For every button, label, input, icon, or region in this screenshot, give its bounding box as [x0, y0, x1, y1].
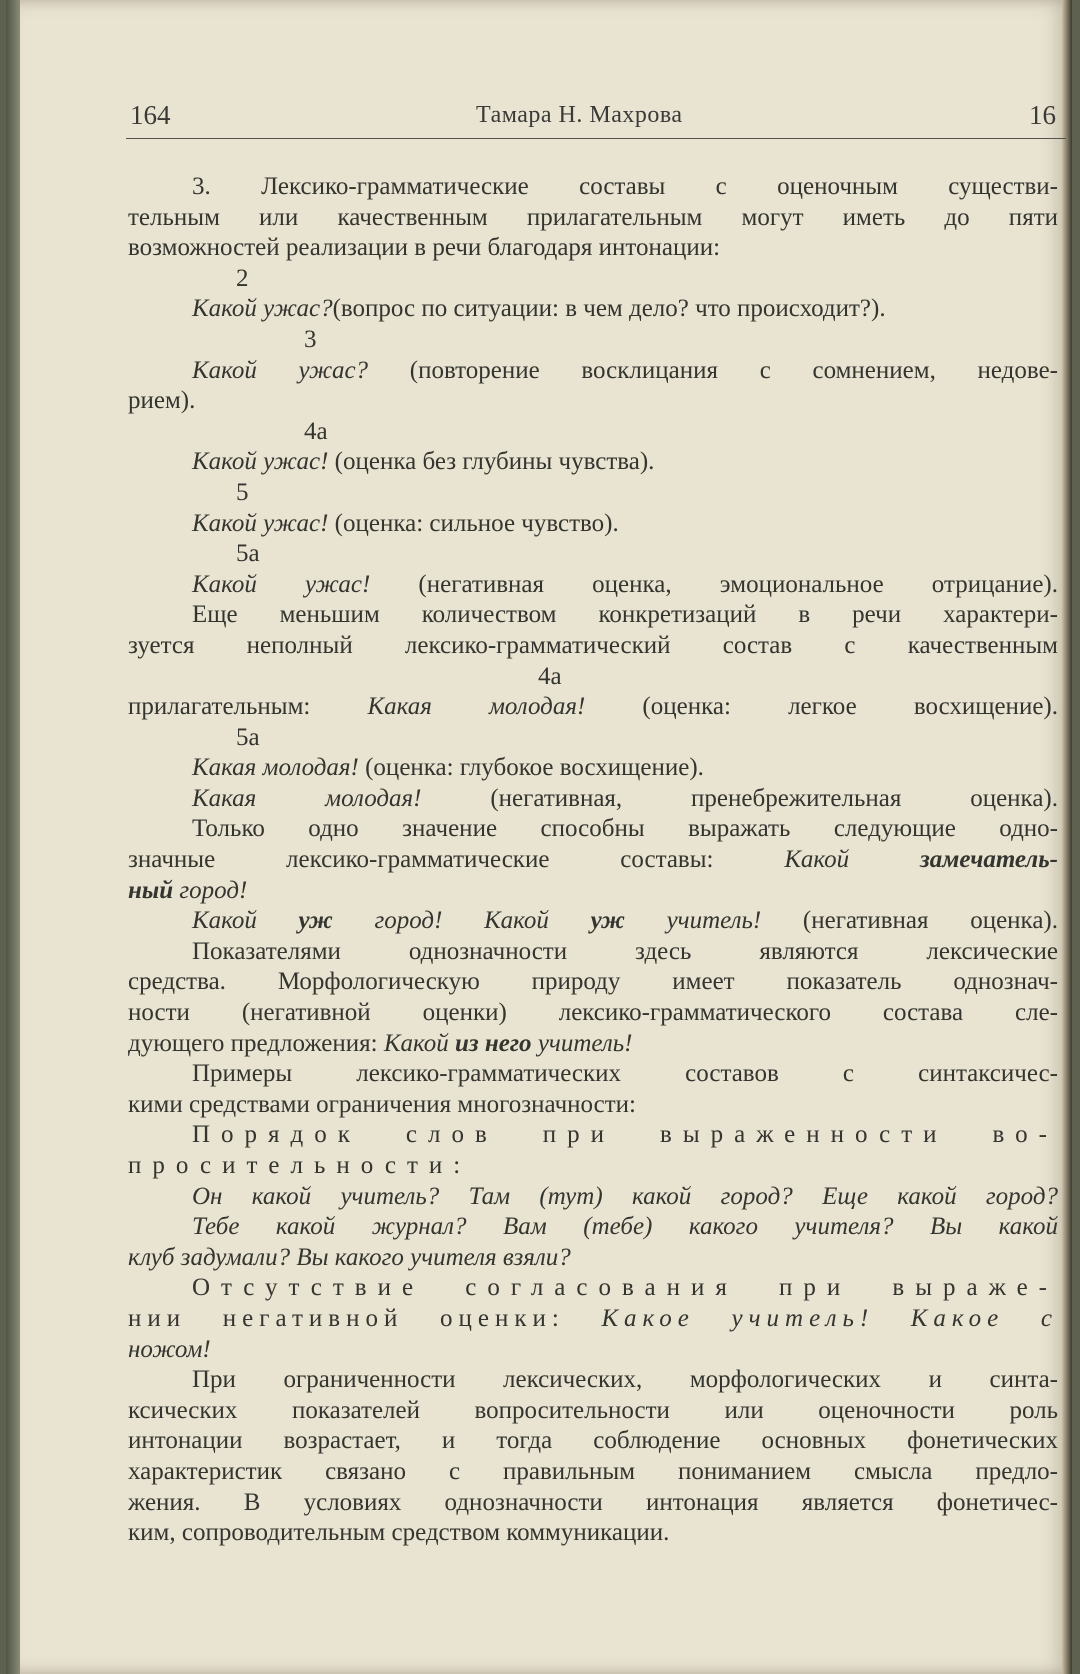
- text-segment: 5a: [236, 723, 260, 751]
- text-segment: Какой: [192, 907, 299, 935]
- intonation-mark: [128, 264, 1058, 295]
- text-line: [128, 814, 1058, 845]
- text-line: [128, 1212, 1058, 1243]
- text-segment: 4a: [304, 417, 328, 445]
- text-segment: просительности:: [128, 1152, 472, 1179]
- text-segment: Показателями однозначности здесь являются лексические: [192, 937, 1058, 965]
- text-segment: Только одно значение способны выражать следующие одно-: [192, 815, 1058, 843]
- page-number-left: 164: [130, 100, 171, 130]
- text-line: [128, 784, 1058, 815]
- text-line: [128, 937, 1058, 968]
- text-segment: ким, сопроводительным средством коммуникации.: [128, 1519, 670, 1547]
- text-segment: нии негативной оценки:: [128, 1304, 602, 1332]
- text-segment: Какая молодая!: [367, 693, 586, 721]
- text-line: [128, 509, 1058, 540]
- text-segment: Какое учитель! Какое с: [601, 1304, 1058, 1332]
- text-line: [128, 1182, 1058, 1213]
- text-segment: 2: [236, 264, 249, 292]
- text-segment: Какой ужас!: [192, 448, 329, 476]
- text-segment: (оценка: легкое восхищение).: [585, 693, 1058, 721]
- text-line: [128, 386, 1058, 417]
- text-segment: город!: [173, 876, 248, 904]
- text-line: [128, 1151, 1058, 1182]
- text-line: [128, 172, 1058, 203]
- text-segment: Какой: [383, 1029, 455, 1057]
- text-segment: (вопрос по ситуации: в чем дело? что происходит?).: [332, 295, 886, 323]
- text-segment: Порядок слов при выраженности во-: [192, 1121, 1058, 1149]
- text-segment: При ограниченности лексических, морфологических и синта-: [192, 1366, 1058, 1394]
- intonation-mark: [128, 478, 1058, 509]
- text-line: [128, 1396, 1058, 1427]
- text-line: [128, 1273, 1058, 1304]
- header-rule: [126, 138, 1066, 139]
- text-segment: 5a: [236, 540, 260, 568]
- intonation-mark: [128, 723, 1058, 754]
- text-line: [128, 1059, 1058, 1090]
- intonation-mark: [128, 325, 1058, 356]
- text-line: [128, 356, 1058, 387]
- text-line: [128, 1457, 1058, 1488]
- text-segment: 4a: [538, 662, 562, 690]
- text-line: [128, 1120, 1058, 1151]
- text-line: [128, 998, 1058, 1029]
- text-segment: 3: [304, 325, 317, 353]
- text-segment: Примеры лексико-грамматических составов с синтаксичес-: [192, 1060, 1058, 1088]
- text-segment: (оценка: сильное чувство).: [328, 509, 619, 537]
- text-segment: уж: [298, 907, 333, 935]
- running-title: Тамара Н. Махрова: [476, 102, 683, 128]
- intonation-mark: [128, 417, 1058, 448]
- text-segment: (повторение восклицания с сомнением, недове-: [368, 356, 1058, 384]
- text-line: [128, 1365, 1058, 1396]
- text-segment: Отсутствие согласования при выраже-: [192, 1274, 1058, 1302]
- text-segment: Какой ужас!: [192, 570, 371, 598]
- text-segment: зуется неполный лексико-грамматический состав с качественным: [128, 631, 1058, 659]
- text-segment: Какая молодая!: [192, 754, 359, 782]
- text-segment: клуб задумали? Вы какого учителя взяли?: [128, 1243, 571, 1271]
- text-line: [128, 845, 1058, 876]
- intonation-mark: [128, 662, 1058, 693]
- text-segment: средства. Морфологическую природу имеет показатель однознач-: [128, 968, 1058, 996]
- text-segment: Еще меньшим количеством конкретизаций в речи характери-: [192, 601, 1058, 629]
- text-line: [128, 233, 1058, 264]
- text-segment: жения. В условиях однозначности интонация является фонетичес-: [128, 1488, 1058, 1516]
- text-segment: (оценка: глубокое восхищение).: [358, 754, 704, 782]
- text-segment: рием).: [128, 387, 196, 415]
- page-number-right: 16: [1029, 100, 1056, 130]
- text-line: [128, 600, 1058, 631]
- text-segment: из него: [454, 1029, 532, 1057]
- text-line: [128, 447, 1058, 478]
- text-line: [128, 1426, 1058, 1457]
- text-segment: Он какой учитель? Там (тут) какой город? Еще какой город?: [192, 1182, 1058, 1210]
- text-segment: (оценка без глубины чувства).: [328, 448, 655, 476]
- text-segment: Какой ужас?: [192, 356, 369, 384]
- text-segment: Какой: [784, 846, 921, 874]
- text-line: [128, 906, 1058, 937]
- text-segment: учитель!: [624, 907, 762, 935]
- text-line: [128, 631, 1058, 662]
- text-line: [128, 1488, 1058, 1519]
- text-segment: кими средствами ограничения многозначности:: [128, 1090, 636, 1118]
- text-segment: возможностей реализации в речи благодаря интонации:: [128, 234, 721, 262]
- text-segment: (негативная оценка).: [761, 907, 1058, 935]
- text-line: [128, 692, 1058, 723]
- text-segment: ности (негативной оценки) лексико-грамматического состава сле-: [128, 999, 1058, 1027]
- text-line: [128, 1243, 1058, 1274]
- book-spine: [6, 0, 20, 1674]
- text-line: [128, 1335, 1058, 1366]
- book-page: [6, 0, 1072, 1674]
- text-segment: характеристик связано с правильным пониманием смысла предло-: [128, 1457, 1058, 1485]
- text-segment: ножом!: [128, 1335, 211, 1363]
- text-segment: (негативная оценка, эмоциональное отрицание).: [370, 570, 1058, 598]
- text-line: [128, 294, 1058, 325]
- text-segment: 3. Лексико-грамматические составы с оценочным существи-: [192, 173, 1058, 200]
- text-segment: Какой ужас?: [192, 295, 333, 323]
- text-line: [128, 753, 1058, 784]
- text-line: [128, 1518, 1058, 1549]
- text-segment: значные лексико-грамматические составы:: [128, 846, 785, 874]
- text-segment: учитель!: [531, 1029, 633, 1057]
- body-text: [128, 172, 1058, 1549]
- text-segment: Какой ужас!: [192, 509, 329, 537]
- text-segment: ный: [128, 876, 174, 904]
- text-segment: тельным или качественным прилагательным могут иметь до пяти: [128, 203, 1058, 231]
- text-segment: интонации возрастает, и тогда соблюдение основных фонетических: [128, 1427, 1058, 1455]
- text-segment: прилагательным:: [128, 693, 368, 721]
- text-line: [128, 203, 1058, 234]
- text-segment: (негативная, пренебрежительная оценка).: [421, 784, 1058, 812]
- page-header: [126, 96, 1066, 140]
- text-line: [128, 1029, 1058, 1060]
- text-line: [128, 967, 1058, 998]
- text-line: [128, 876, 1058, 907]
- text-segment: Какая молодая!: [192, 784, 422, 812]
- text-segment: ксических показателей вопросительности или оценочности роль: [128, 1396, 1058, 1424]
- text-segment: дующего предложения:: [128, 1029, 384, 1057]
- text-line: [128, 570, 1058, 601]
- text-segment: замечатель-: [920, 846, 1058, 874]
- text-line: [128, 1304, 1058, 1335]
- page-edge: [1062, 0, 1072, 1674]
- text-segment: Тебе какой журнал? Вам (тебе) какого учителя? Вы какой: [192, 1213, 1058, 1241]
- intonation-mark: [128, 539, 1058, 570]
- text-segment: 5: [236, 478, 249, 506]
- text-segment: город! Какой: [332, 907, 591, 935]
- text-segment: уж: [590, 907, 625, 935]
- text-line: [128, 1090, 1058, 1121]
